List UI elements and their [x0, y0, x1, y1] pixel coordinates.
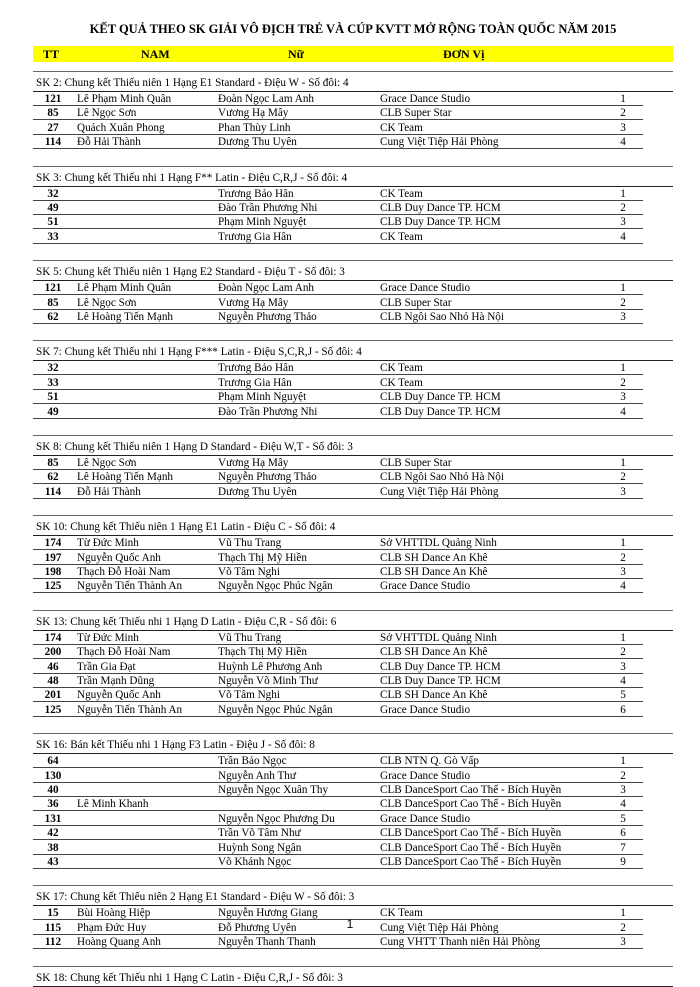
unit-name: CLB SH Dance An Khê [380, 646, 488, 659]
unit-name: Sở VHTTDL Quảng Ninh [380, 631, 497, 644]
rank: 6 [620, 827, 626, 840]
rank: 4 [620, 136, 626, 149]
male-dancer: Lê Ngọc Sơn [77, 457, 137, 469]
entry-number: 49 [47, 405, 59, 418]
rank: 3 [620, 391, 626, 404]
unit-name: CLB Duy Dance TP. HCM [380, 405, 501, 418]
entry-number: 201 [44, 689, 62, 702]
female-dancer: Võ Tâm Nghi [218, 566, 280, 578]
section-title: SK 8: Chung kết Thiếu niên 1 Hạng D Standard - Điệu W,T - Số đôi: 3 [36, 441, 353, 453]
unit-name: Grace Dance Studio [380, 703, 471, 716]
section-title: SK 18: Chung kết Thiếu nhi 1 Hạng C Latin - Điệu C,R,J - Số đôi: 3 [36, 971, 343, 984]
section-divider [33, 515, 673, 516]
unit-name: CK Team [380, 362, 423, 375]
section-title: SK 13: Chung kết Thiếu nhi 1 Hạng D Latin - Điệu C,R - Số đôi: 6 [36, 615, 337, 628]
male-dancer: Lê Hoàng Tiến Mạnh [77, 471, 174, 484]
unit-name: CLB DanceSport Cao Thế - Bích Huyền [380, 841, 562, 854]
female-dancer: Trương Bảo Hân [218, 362, 294, 375]
female-dancer: Đào Trần Phương Nhi [218, 202, 318, 214]
entry-number: 85 [47, 107, 59, 120]
unit-name: Grace Dance Studio [380, 93, 471, 105]
table-row [33, 536, 673, 550]
rank: 1 [620, 187, 626, 200]
rank: 2 [620, 769, 626, 782]
entry-number: 27 [47, 121, 59, 134]
section-title: SK 10: Chung kết Thiếu niên 1 Hạng E1 Latin - Điệu C - Số đôi: 4 [36, 521, 336, 534]
unit-name: Sở VHTTDL Quảng Ninh [380, 537, 497, 550]
section-divider [33, 435, 673, 436]
female-dancer: Vương Hạ Mây [218, 107, 289, 120]
entry-number: 121 [44, 93, 62, 105]
table-row [33, 703, 673, 717]
unit-name: CLB SH Dance An Khê [380, 566, 488, 578]
unit-name: Cung Việt Tiệp Hải Phòng [380, 485, 499, 498]
female-dancer: Huỳnh Song Ngân [218, 841, 302, 854]
section-title: SK 16: Bán kết Thiếu nhi 1 Hạng F3 Latin - Điệu J - Số đôi: 8 [36, 739, 315, 752]
rank: 3 [620, 121, 626, 134]
unit-name: Grace Dance Studio [380, 282, 471, 295]
table-row [33, 201, 673, 215]
rank: 3 [620, 784, 626, 796]
rank: 2 [620, 202, 626, 214]
table-row [33, 754, 673, 768]
rank: 1 [620, 93, 626, 105]
table-row [33, 456, 673, 470]
female-dancer: Thạch Thị Mỹ Hiền [218, 551, 307, 564]
entry-number: 62 [47, 311, 59, 323]
unit-name: Cung Việt Tiệp Hải Phòng [380, 136, 499, 149]
male-dancer: Nguyễn Quốc Anh [77, 551, 161, 564]
unit-name: Grace Dance Studio [380, 580, 471, 593]
table-row [33, 470, 673, 484]
unit-name: CK Team [380, 907, 423, 920]
male-dancer: Từ Đức Minh [77, 631, 139, 644]
female-dancer: Phan Thùy Linh [218, 121, 291, 134]
table-row [33, 631, 673, 645]
rank: 1 [620, 537, 626, 550]
female-dancer: Đoàn Ngọc Lam Anh [218, 282, 315, 295]
row-underline [33, 498, 643, 499]
entry-number: 51 [47, 391, 59, 404]
table-row [33, 121, 673, 135]
section-title: SK 2: Chung kết Thiếu niên 1 Hạng E1 Standard - Điệu W - Số đôi: 4 [36, 77, 349, 89]
entry-number: 51 [47, 216, 59, 229]
entry-number: 40 [47, 784, 59, 796]
male-dancer: Quách Xuân Phong [77, 121, 165, 134]
row-underline [33, 948, 643, 949]
rank: 3 [620, 216, 626, 229]
unit-name: CLB Duy Dance TP. HCM [380, 675, 501, 687]
rank: 1 [620, 282, 626, 295]
entry-number: 33 [47, 376, 59, 389]
unit-name: CLB Ngôi Sao Nhỏ Hà Nội [380, 311, 504, 323]
row-underline [33, 243, 643, 244]
section-divider [33, 885, 673, 886]
entry-number: 32 [47, 362, 59, 375]
section-divider [33, 610, 673, 611]
entry-number: 125 [44, 580, 62, 593]
unit-name: Grace Dance Studio [380, 769, 471, 782]
row-underline [33, 418, 643, 419]
female-dancer: Nguyễn Phương Thảo [218, 471, 317, 484]
rank: 3 [620, 936, 626, 949]
rank: 3 [620, 566, 626, 578]
header-tt: TT [43, 47, 60, 61]
section-title: SK 7: Chung kết Thiếu nhi 1 Hạng F*** Latin - Điệu S,C,R,J - Số đôi: 4 [36, 346, 362, 359]
female-dancer: Võ Tâm Nghi [218, 689, 280, 702]
unit-name: CLB SH Dance An Khê [380, 689, 488, 702]
rank: 5 [620, 689, 626, 702]
female-dancer: Đoàn Ngọc Lam Anh [218, 93, 315, 105]
table-row [33, 841, 673, 855]
male-dancer: Thạch Đỗ Hoài Nam [77, 646, 171, 659]
unit-name: CLB NTN Q. Gò Vấp [380, 755, 479, 768]
entry-number: 174 [44, 631, 62, 644]
section-title: SK 5: Chung kết Thiếu niên 1 Hạng E2 Standard - Điệu T - Số đôi: 3 [36, 266, 345, 279]
male-dancer: Lê Phạm Minh Quân [77, 282, 172, 295]
table-header [33, 46, 673, 62]
entry-number: 85 [47, 457, 59, 469]
row-underline [33, 868, 643, 869]
female-dancer: Thạch Thị Mỹ Hiền [218, 646, 307, 659]
male-dancer: Trần Gia Đạt [77, 660, 136, 673]
female-dancer: Phạm Minh Nguyệt [218, 216, 307, 229]
entry-number: 121 [44, 282, 62, 295]
rank: 3 [620, 660, 626, 673]
entry-number: 64 [47, 755, 59, 768]
table-row [33, 688, 673, 702]
unit-name: CLB Duy Dance TP. HCM [380, 216, 501, 229]
male-dancer: Lê Ngọc Sơn [77, 107, 137, 120]
entry-number: 33 [47, 230, 59, 243]
table-row [33, 296, 673, 310]
rank: 7 [620, 841, 626, 854]
male-dancer: Nguyễn Tiến Thành An [77, 703, 183, 716]
unit-name: Grace Dance Studio [380, 812, 471, 825]
female-dancer: Dương Thu Uyên [218, 136, 297, 149]
rank: 2 [620, 296, 626, 309]
female-dancer: Vương Hạ Mây [218, 296, 289, 309]
male-dancer: Nguyễn Tiến Thành An [77, 580, 183, 593]
female-dancer: Trương Bảo Hân [218, 187, 294, 200]
section-topline [33, 986, 673, 987]
table-row [33, 812, 673, 826]
table-row [33, 215, 673, 229]
table-row [33, 645, 673, 659]
rank: 2 [620, 376, 626, 389]
unit-name: CLB Super Star [380, 107, 452, 120]
unit-name: CK Team [380, 121, 423, 134]
male-dancer: Lê Ngọc Sơn [77, 296, 137, 309]
entry-number: 36 [47, 798, 59, 811]
male-dancer: Đỗ Hải Thành [77, 485, 141, 498]
female-dancer: Vũ Thu Trang [218, 537, 282, 550]
unit-name: CK Team [380, 376, 423, 389]
entry-number: 85 [47, 296, 59, 309]
table-row [33, 855, 673, 869]
table-row [33, 783, 673, 797]
female-dancer: Nguyễn Anh Thư [218, 769, 296, 782]
unit-name: CLB SH Dance An Khê [380, 551, 488, 564]
female-dancer: Phạm Minh Nguyệt [218, 391, 307, 404]
table-row [33, 551, 673, 565]
rank: 2 [620, 646, 626, 659]
male-dancer: Hoàng Quang Anh [77, 936, 161, 949]
table-row [33, 390, 673, 404]
entry-number: 48 [47, 675, 59, 687]
rank: 1 [620, 907, 626, 920]
entry-number: 130 [44, 769, 62, 782]
table-row [33, 769, 673, 783]
entry-number: 112 [44, 936, 62, 949]
female-dancer: Trương Gia Hân [218, 376, 292, 389]
table-row [33, 660, 673, 674]
unit-name: CK Team [380, 230, 423, 243]
unit-name: CLB Duy Dance TP. HCM [380, 660, 501, 673]
entry-number: 197 [44, 551, 62, 564]
male-dancer: Đỗ Hải Thành [77, 136, 141, 149]
female-dancer: Vương Hạ Mây [218, 457, 289, 469]
table-row [33, 797, 673, 811]
row-underline [33, 323, 643, 324]
female-dancer: Huỳnh Lê Phương Anh [218, 660, 323, 673]
section-divider [33, 733, 673, 734]
section-divider [33, 166, 673, 167]
female-dancer: Nguyễn Phương Thảo [218, 311, 317, 323]
rank: 1 [620, 755, 626, 768]
page-number: 1 [346, 917, 354, 931]
female-dancer: Nguyễn Thanh Thanh [218, 936, 316, 949]
rank: 1 [620, 457, 626, 469]
female-dancer: Đào Trần Phương Nhi [218, 405, 318, 418]
rank: 4 [620, 405, 626, 418]
female-dancer: Trần Bảo Ngọc [218, 755, 287, 768]
female-dancer: Dương Thu Uyên [218, 485, 297, 498]
table-row [33, 361, 673, 375]
female-dancer: Nguyễn Ngọc Phúc Ngân [218, 703, 333, 716]
female-dancer: Nguyễn Ngọc Phúc Ngân [218, 580, 333, 593]
unit-name: CLB DanceSport Cao Thế - Bích Huyền [380, 784, 562, 796]
entry-number: 38 [47, 841, 59, 854]
table-row [33, 310, 673, 324]
rank: 2 [620, 107, 626, 120]
rank: 3 [620, 311, 626, 323]
male-dancer: Lê Hoàng Tiến Mạnh [77, 311, 174, 323]
rank: 4 [620, 675, 626, 687]
entry-number: 62 [47, 471, 59, 484]
unit-name: CLB Duy Dance TP. HCM [380, 391, 501, 404]
entry-number: 198 [44, 566, 62, 578]
section-divider [33, 966, 673, 967]
page-title: KẾT QUẢ THEO SK GIẢI VÔ ĐỊCH TRẺ VÀ CÚP KVTT MỞ RỘNG TOÀN QUỐC NĂM 2015 [89, 22, 617, 36]
table-row [33, 92, 673, 106]
entry-number: 131 [44, 812, 62, 825]
rank: 4 [620, 798, 626, 811]
rank: 1 [620, 631, 626, 644]
female-dancer: Vũ Thu Trang [218, 631, 282, 644]
female-dancer: Trần Võ Tâm Như [218, 827, 301, 840]
female-dancer: Nguyễn Võ Minh Thư [218, 675, 318, 687]
entry-number: 49 [47, 202, 59, 214]
rank: 2 [620, 921, 626, 934]
table-row [33, 376, 673, 390]
header-nam: NAM [141, 47, 170, 61]
row-underline [33, 716, 643, 717]
entry-number: 32 [47, 187, 59, 200]
row-underline [33, 148, 643, 149]
entry-number: 115 [44, 921, 62, 934]
male-dancer: Thạch Đỗ Hoài Nam [77, 566, 171, 578]
male-dancer: Bùi Hoàng Hiệp [77, 907, 151, 920]
rank: 3 [620, 485, 626, 498]
male-dancer: Lê Phạm Minh Quân [77, 93, 172, 105]
rank: 4 [620, 230, 626, 243]
unit-name: CLB Super Star [380, 296, 452, 309]
section-divider [33, 71, 673, 72]
unit-name: CLB Super Star [380, 457, 452, 469]
female-dancer: Nguyễn Ngọc Xuân Thy [218, 784, 329, 796]
table-row [33, 230, 673, 244]
table-row [33, 579, 673, 593]
male-dancer: Trần Mạnh Dũng [77, 675, 155, 687]
male-dancer: Nguyễn Quốc Anh [77, 689, 161, 702]
male-dancer: Từ Đức Minh [77, 537, 139, 550]
section-divider [33, 340, 673, 341]
rank: 6 [620, 703, 626, 716]
section-title: SK 17: Chung kết Thiếu niên 2 Hạng E1 Standard - Điệu W - Số đôi: 3 [36, 891, 355, 904]
table-row [33, 135, 673, 149]
female-dancer: Nguyễn Ngọc Phương Du [218, 812, 335, 825]
unit-name: CLB DanceSport Cao Thế - Bích Huyền [380, 856, 562, 868]
rank: 4 [620, 580, 626, 593]
rank: 1 [620, 362, 626, 375]
table-row [33, 826, 673, 840]
entry-number: 125 [44, 703, 62, 716]
rank: 2 [620, 551, 626, 564]
table-row [33, 565, 673, 579]
header-nu: Nữ [288, 47, 304, 61]
rank: 5 [620, 812, 626, 825]
entry-number: 46 [47, 660, 59, 673]
unit-name: CLB Ngôi Sao Nhỏ Hà Nội [380, 471, 504, 484]
table-row [33, 405, 673, 419]
female-dancer: Nguyễn Hương Giang [218, 907, 318, 920]
table-row [33, 281, 673, 295]
unit-name: Cung Việt Tiệp Hải Phòng [380, 921, 499, 934]
unit-name: Cung VHTT Thanh niên Hải Phòng [380, 936, 541, 949]
entry-number: 43 [47, 856, 59, 868]
female-dancer: Trương Gia Hân [218, 230, 292, 243]
rank: 2 [620, 471, 626, 484]
row-underline [33, 592, 643, 593]
entry-number: 114 [44, 485, 62, 498]
unit-name: CK Team [380, 187, 423, 200]
table-row [33, 187, 673, 201]
table-row [33, 935, 673, 949]
table-row [33, 485, 673, 499]
section-divider [33, 260, 673, 261]
entry-number: 174 [44, 537, 62, 550]
unit-name: CLB Duy Dance TP. HCM [380, 202, 501, 214]
unit-name: CLB DanceSport Cao Thế - Bích Huyền [380, 827, 562, 840]
unit-name: CLB DanceSport Cao Thế - Bích Huyền [380, 798, 562, 811]
entry-number: 200 [44, 646, 62, 659]
female-dancer: Võ Khánh Ngọc [218, 856, 292, 868]
male-dancer: Lê Minh Khanh [77, 798, 149, 811]
table-row [33, 674, 673, 688]
rank: 9 [620, 856, 626, 868]
entry-number: 42 [47, 827, 59, 840]
entry-number: 15 [47, 907, 59, 920]
header-donvi: ĐƠN Vị [443, 47, 485, 61]
male-dancer: Phạm Đức Huy [77, 921, 147, 934]
section-title: SK 3: Chung kết Thiếu nhi 1 Hạng F** Latin - Điệu C,R,J - Số đôi: 4 [36, 171, 348, 184]
table-row [33, 106, 673, 120]
entry-number: 114 [44, 136, 62, 149]
female-dancer: Đỗ Phương Uyên [218, 921, 297, 934]
